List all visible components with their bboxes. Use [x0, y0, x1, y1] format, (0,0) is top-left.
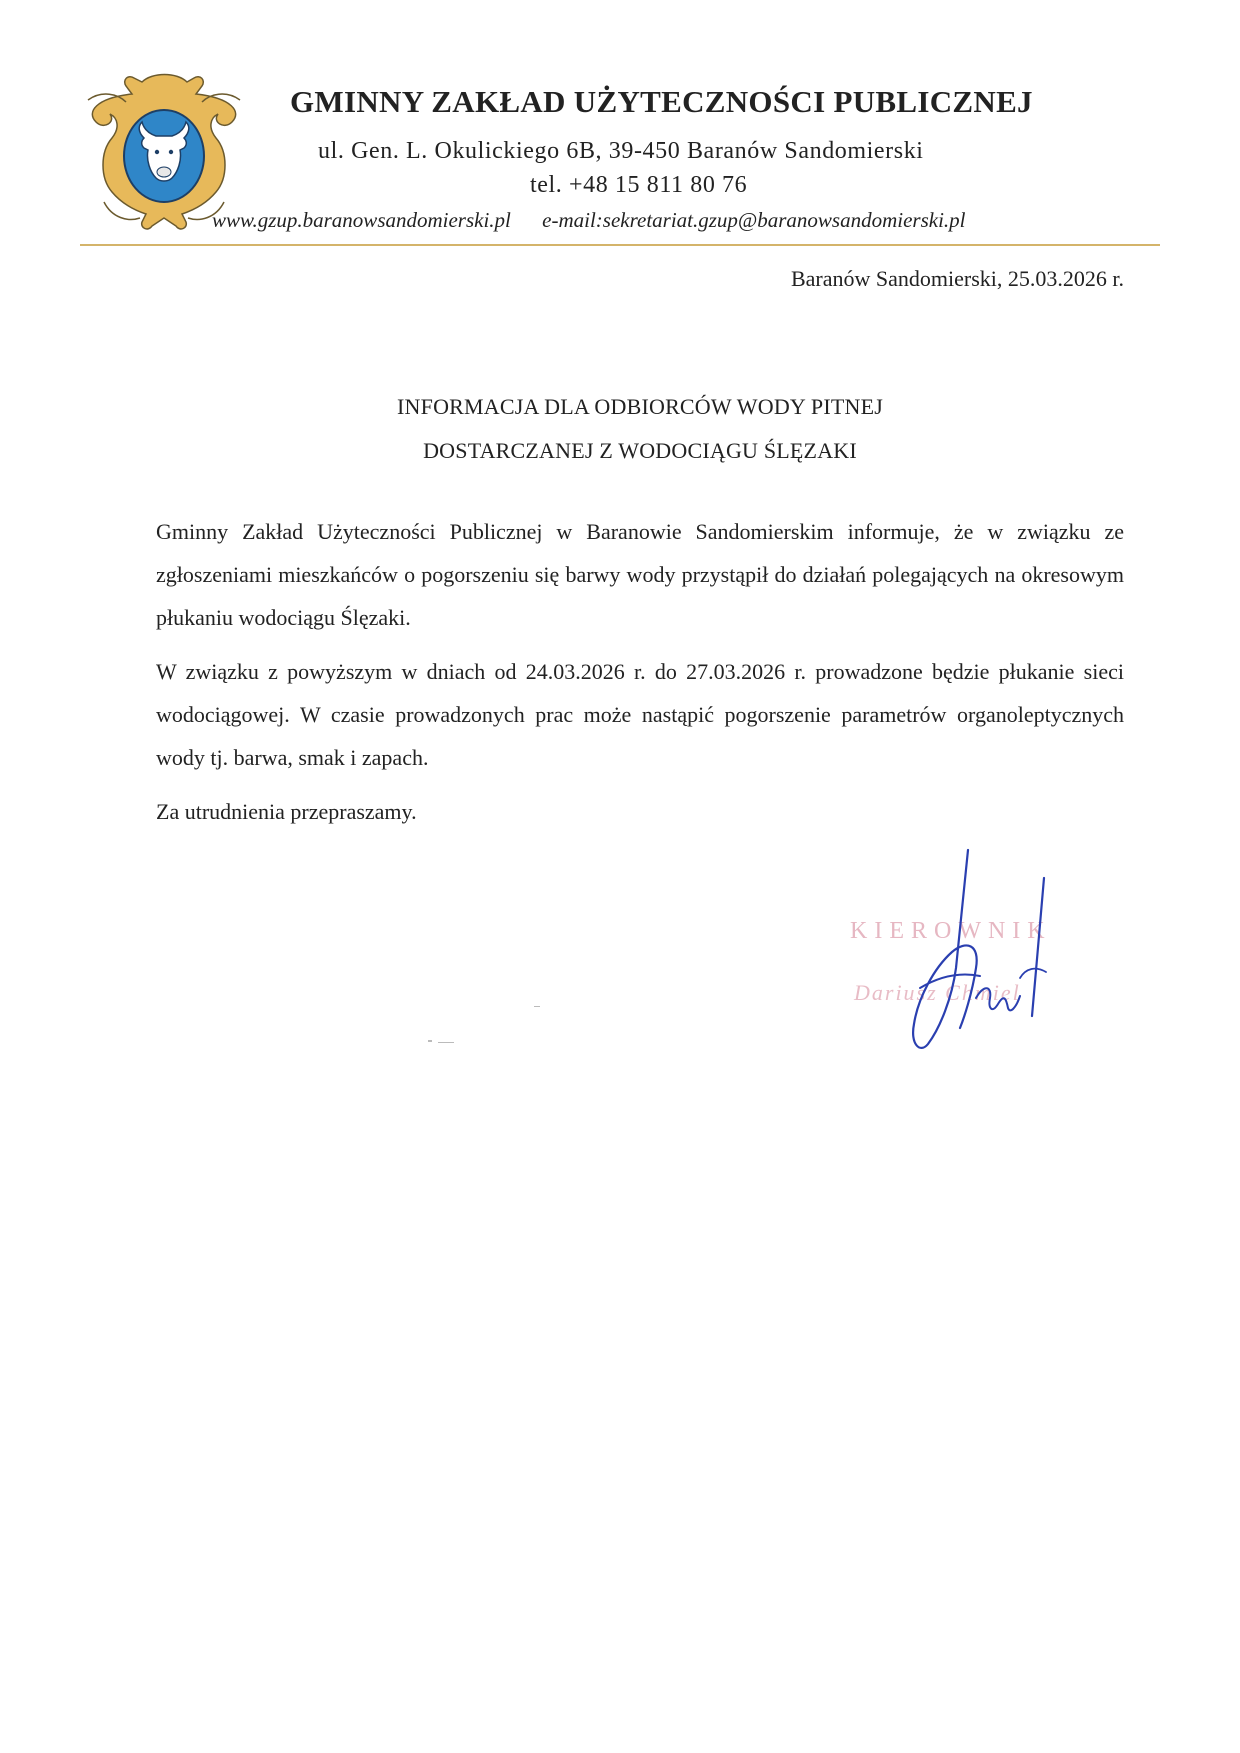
organization-address: ul. Gen. L. Okulickiego 6B, 39-450 Baranów Sandomierski	[318, 138, 924, 164]
letter-title-line-2: DOSTARCZANEJ Z WODOCIĄGU ŚLĘZAKI	[423, 438, 857, 463]
letter-title-line-1: INFORMACJA DLA ODBIORCÓW WODY PITNEJ	[397, 394, 883, 419]
website-link[interactable]: www.gzup.baranowsandomierski.pl	[212, 208, 511, 232]
handwritten-signature-icon	[880, 848, 1080, 1058]
scan-speck	[428, 1040, 432, 1042]
stamp-name: Dariusz Chmiel	[854, 980, 1021, 1005]
letter-date: Baranów Sandomierski, 25.03.2026 r.	[790, 266, 1124, 291]
organization-phone: tel. +48 15 811 80 76	[530, 172, 748, 198]
body-paragraph-2: W związku z powyższym w dniach od 24.03.2026 r. do 27.03.2026 r. prowadzone będzie płukanie sieci wodociągowej. W czasie prowadzonych prac może nastąpić pogorszenie parametrów organoleptycznych wody tj. barwa, smak i zapach.	[156, 659, 1124, 770]
body-paragraph-3: Za utrudnienia przepraszamy.	[156, 799, 417, 824]
email-link[interactable]: e-mail:sekretariat.gzup@baranowsandomierski.pl	[542, 208, 966, 232]
stamp-title: KIEROWNIK	[850, 918, 1052, 944]
scan-speck	[534, 1006, 540, 1007]
header-divider	[80, 244, 1160, 246]
contact-line	[212, 208, 966, 233]
scan-speck	[438, 1042, 454, 1043]
organization-name: GMINNY ZAKŁAD UŻYTECZNOŚCI PUBLICZNEJ	[290, 84, 1033, 119]
body-paragraph-1: Gminny Zakład Użyteczności Publicznej w Baranowie Sandomierskim informuje, że w związku ze zgłoszeniami mieszkańców o pogorszeniu się barwy wody przystąpił do działań polegających na okresowym płukaniu wodociągu Ślęzaki.	[156, 519, 1124, 630]
